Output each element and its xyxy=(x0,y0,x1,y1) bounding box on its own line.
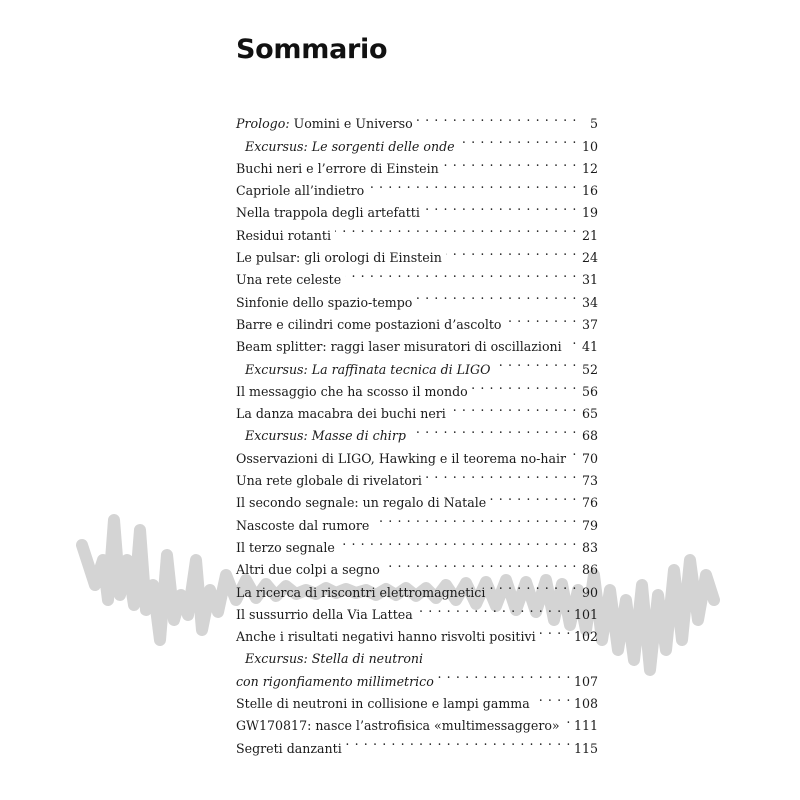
toc-entry-text: GW170817: nasce l’astrofisica «multimessaggero» xyxy=(236,718,560,734)
dot-leader xyxy=(472,374,577,396)
dot-leader xyxy=(494,351,577,373)
dot-leader xyxy=(416,284,577,306)
toc-entry-page-number: 12 xyxy=(581,160,598,176)
toc-entry-text: Segreti danzanti xyxy=(236,740,342,756)
toc-entry-text: Stelle di neutroni in collisione e lampi gamma xyxy=(236,696,530,712)
toc-entry-text: Il messaggio che ha scosso il mondo xyxy=(236,383,468,399)
toc-entry-title xyxy=(245,359,490,381)
toc-entry-text: Residui rotanti xyxy=(236,227,332,243)
toc-entry-title xyxy=(236,559,380,581)
toc-entry-page-number: 70 xyxy=(581,450,598,466)
toc-entry-page-number: 31 xyxy=(581,272,598,288)
toc-entry-title xyxy=(236,113,413,135)
toc-entry-title xyxy=(236,738,342,760)
toc-entry-text: Osservazioni di LIGO, Hawking e il teorema no-hair xyxy=(236,450,567,466)
toc-entry-title xyxy=(236,604,413,626)
toc-entry-text: Capriole all’indietro xyxy=(236,183,365,199)
toc-entry-title xyxy=(236,381,468,403)
dot-leader xyxy=(446,240,577,262)
toc-entry-page-number: 86 xyxy=(581,562,598,578)
dot-leader xyxy=(450,396,577,418)
dot-leader xyxy=(489,574,577,596)
toc-entry-title xyxy=(245,648,423,670)
toc-entry-page-number: 76 xyxy=(581,495,598,511)
toc-entry-text: con rigonfiamento millimetrico xyxy=(236,673,434,689)
toc-entry-page-number: 52 xyxy=(581,361,598,377)
toc-entry-text: Il terzo segnale xyxy=(236,539,335,555)
dot-leader xyxy=(384,552,577,574)
toc-entry-title xyxy=(236,314,502,336)
toc-entry-page-number: 90 xyxy=(581,584,598,600)
toc-entry-title xyxy=(236,671,434,693)
toc-entry-text: Nascoste dal rumore xyxy=(236,517,370,533)
toc-entry-page-number: 24 xyxy=(581,250,598,266)
toc-entry-text: Excursus: Masse di chirp xyxy=(245,428,406,444)
toc-entry-page-number: 73 xyxy=(581,473,598,489)
toc-entry-title xyxy=(245,136,455,158)
toc-entry-page-number: 16 xyxy=(581,183,598,199)
dot-leader xyxy=(426,463,577,485)
toc-entry-page-number: 21 xyxy=(581,227,598,243)
toc-entry-title xyxy=(236,292,412,314)
toc-entry-text: La danza macabra dei buchi neri xyxy=(236,406,446,422)
toc-entry-page-number: 19 xyxy=(581,205,598,221)
dot-leader xyxy=(540,619,571,641)
dot-leader xyxy=(443,151,577,173)
dot-leader xyxy=(566,329,577,351)
toc-entry xyxy=(236,106,598,132)
toc-entry-text: Nella trappola degli artefatti xyxy=(236,205,420,221)
toc-entry-page-number: 68 xyxy=(581,428,598,444)
toc-entry-page-number: 83 xyxy=(581,539,598,555)
toc-entry-text: Una rete globale di rivelatori xyxy=(236,473,422,489)
toc-entry-prefix: Prologo: xyxy=(236,116,290,132)
toc-entry-title xyxy=(236,470,422,492)
dot-leader xyxy=(346,730,571,752)
toc-entry-page-number: 79 xyxy=(581,517,598,533)
dot-leader xyxy=(417,597,571,619)
dot-leader xyxy=(438,663,571,685)
toc-entry-page-number: 111 xyxy=(573,718,598,734)
toc-entry-page-number: 108 xyxy=(573,696,598,712)
toc-entry-page-number: 65 xyxy=(581,406,598,422)
toc-entry-text: Le pulsar: gli orologi di Einstein xyxy=(236,250,442,266)
toc-entry-title xyxy=(236,225,331,247)
dot-leader xyxy=(410,418,577,440)
page-title: Sommario xyxy=(236,34,388,65)
dot-leader xyxy=(534,686,571,708)
toc-entry-text: La ricerca di riscontri elettromagnetici xyxy=(236,584,486,600)
dot-leader xyxy=(424,195,577,217)
dot-leader xyxy=(564,708,571,730)
toc-entry-page-number: 115 xyxy=(573,740,598,756)
toc-entry-text: Excursus: Le sorgenti delle onde xyxy=(245,138,455,154)
dot-leader xyxy=(373,507,577,529)
toc-entry-text: Buchi neri e l’errore di Einstein xyxy=(236,160,439,176)
dot-leader xyxy=(368,173,577,195)
toc-entry-text: Barre e cilindri come postazioni d’ascolto xyxy=(236,316,502,332)
toc-entry-text: Sinfonie dello spazio-tempo xyxy=(236,294,413,310)
dot-leader xyxy=(339,530,577,552)
dot-leader xyxy=(490,485,577,507)
toc-entry-text: Una rete celeste xyxy=(236,272,342,288)
toc-entry-page-number: 102 xyxy=(573,629,598,645)
toc-entry-title xyxy=(236,693,530,715)
toc-entry-page-number: 5 xyxy=(589,116,598,132)
table-of-contents xyxy=(236,106,598,756)
dot-leader xyxy=(506,307,577,329)
toc-entry-page-number: 56 xyxy=(581,383,598,399)
toc-entry-text: Beam splitter: raggi laser misuratori di oscillazioni xyxy=(236,339,562,355)
toc-entry-title xyxy=(236,626,536,648)
toc-entry-text: Il sussurrio della Via Lattea xyxy=(236,606,413,622)
toc-entry-page-number: 101 xyxy=(573,606,598,622)
toc-entry-page-number: 10 xyxy=(581,138,598,154)
dot-leader xyxy=(417,106,577,128)
toc-entry-text: Il secondo segnale: un regalo di Natale xyxy=(236,495,487,511)
toc-entry-text: Excursus: La raffinata tecnica di LIGO xyxy=(245,361,491,377)
toc-entry-title xyxy=(236,180,364,202)
toc-entry-page-number: 34 xyxy=(581,294,598,310)
toc-entry-page-number: 37 xyxy=(581,316,598,332)
toc-entry-text: Anche i risultati negativi hanno risvolti positivi xyxy=(236,629,536,645)
dot-leader xyxy=(459,128,577,150)
toc-entry-text: Excursus: Stella di neutroni xyxy=(245,651,424,667)
dot-leader xyxy=(335,217,577,239)
toc-entry-text: Altri due colpi a segno xyxy=(236,562,380,578)
toc-entry-title xyxy=(236,537,335,559)
dot-leader xyxy=(570,440,577,462)
dot-leader xyxy=(345,262,577,284)
toc-entry-page-number: 41 xyxy=(581,339,598,355)
toc-entry-title xyxy=(236,269,341,291)
toc-entry-page-number: 107 xyxy=(573,673,598,689)
toc-entry-title xyxy=(245,425,406,447)
toc-entry-text: Uomini e Universo xyxy=(289,116,413,132)
